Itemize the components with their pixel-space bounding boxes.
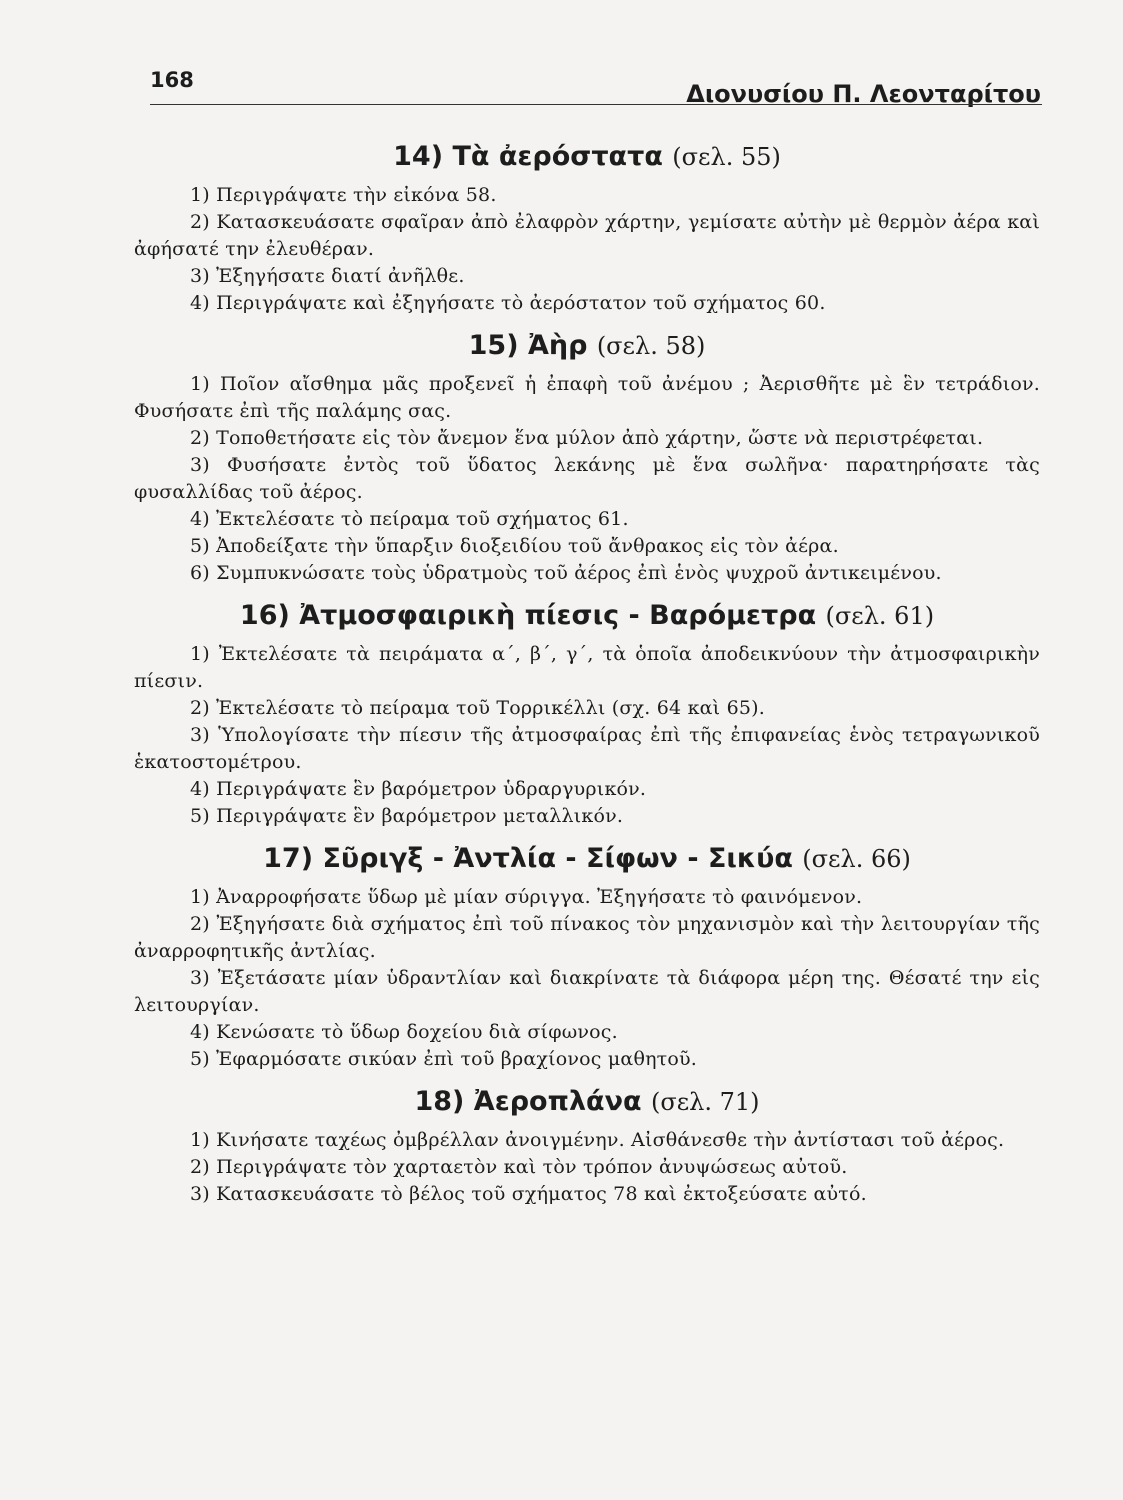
exercise-item: 3) Ἐξετάσατε μίαν ὑδραντλίαν καὶ διακρίνατε τὰ διάφορα μέρη της. Θέσατέ την εἰς λειτουργίαν. — [134, 967, 1040, 1016]
section-name: Ἀεροπλάνα — [473, 1086, 642, 1117]
section-number: 16) — [239, 600, 290, 631]
section-title — [134, 140, 1040, 174]
section-name: Σῦριγξ - Ἀντλία - Σίφων - Σικύα — [322, 843, 793, 874]
page-number: 168 — [150, 68, 194, 92]
section-title — [134, 329, 1040, 363]
section-number: 18) — [414, 1086, 465, 1117]
exercise-item: 5) Περιγράψατε ἓν βαρόμετρον μεταλλικόν. — [190, 805, 624, 827]
section-name: Ἀὴρ — [527, 330, 588, 361]
exercise-item: 2) Τοποθετήσατε εἰς τὸν ἄνεμον ἕνα μύλον ἀπὸ χάρτην, ὥστε νὰ περιστρέφεται. — [190, 427, 984, 449]
section-title — [134, 842, 1040, 876]
exercise-item: 1) Περιγράψατε τὴν εἰκόνα 58. — [190, 184, 497, 206]
section-18 — [134, 1085, 1040, 1208]
exercise-item: 1) Ποῖον αἴσθημα μᾶς προξενεῖ ἡ ἐπαφὴ τοῦ ἀνέμου ; Ἀερισθῆτε μὲ ἓν τετράδιον. Φυσήσατε ἐπὶ τῆς παλάμης σας. — [134, 373, 1040, 422]
exercise-item: 5) Ἀποδείξατε τὴν ὕπαρξιν διοξειδίου τοῦ ἄνθρακος εἰς τὸν ἀέρα. — [190, 535, 839, 557]
exercise-item: 3) Φυσήσατε ἐντὸς τοῦ ὕδατος λεκάνης μὲ ἕνα σωλῆνα· παρατηρήσατε τὰς φυσαλλίδας τοῦ ἀέρος. — [134, 454, 1040, 503]
exercise-item: 3) Κατασκευάσατε τὸ βέλος τοῦ σχήματος 78 καὶ ἐκτοξεύσατε αὐτό. — [190, 1183, 867, 1205]
section-14 — [134, 140, 1040, 317]
exercise-item: 1) Ἐκτελέσατε τὰ πειράματα α΄, β΄, γ΄, τὰ ὁποῖα ἀποδεικνύουν τὴν ἀτμοσφαιρικὴν πίεσιν. — [134, 643, 1040, 692]
section-number: 15) — [468, 330, 519, 361]
exercise-item: 2) Ἐξηγήσατε διὰ σχήματος ἐπὶ τοῦ πίνακος τὸν μηχανισμὸν καὶ τὴν λειτουργίαν τῆς ἀναρροφητικῆς ἀντλίας. — [134, 913, 1040, 962]
exercise-item: 1) Ἀναρροφήσατε ὕδωρ μὲ μίαν σύριγγα. Ἐξηγήσατε τὸ φαινόμενον. — [190, 886, 863, 908]
section-16 — [134, 599, 1040, 830]
section-number: 14) — [393, 141, 444, 172]
page-reference: (σελ. 71) — [650, 1088, 760, 1116]
exercise-item: 2) Κατασκευάσατε σφαῖραν ἀπὸ ἐλαφρὸν χάρτην, γεμίσατε αὐτὴν μὲ θερμὸν ἀέρα καὶ ἀφήσατέ την ἐλευθέραν. — [134, 211, 1040, 260]
page-reference: (σελ. 66) — [802, 845, 911, 873]
exercise-item: 4) Ἐκτελέσατε τὸ πείραμα τοῦ σχήματος 61. — [190, 508, 629, 530]
header-rule — [150, 104, 1042, 105]
page-reference: (σελ. 61) — [825, 602, 935, 630]
exercise-item: 4) Κενώσατε τὸ ὕδωρ δοχείου διὰ σίφωνος. — [190, 1021, 618, 1043]
section-number: 17) — [263, 843, 314, 874]
exercise-item: 4) Περιγράψατε ἓν βαρόμετρον ὑδραργυρικόν. — [190, 778, 647, 800]
section-title — [134, 599, 1040, 633]
section-15 — [134, 329, 1040, 587]
running-head: Διονυσίου Π. Λεονταρίτου — [686, 80, 1041, 108]
exercise-item: 3) Ὑπολογίσατε τὴν πίεσιν τῆς ἀτμοσφαίρας ἐπὶ τῆς ἐπιφανείας ἑνὸς τετραγωνικοῦ ἑκατοστομέτρου. — [134, 724, 1040, 773]
page-reference: (σελ. 55) — [672, 143, 781, 171]
exercise-item: 2) Περιγράψατε τὸν χαρταετὸν καὶ τὸν τρόπον ἀνυψώσεως αὐτοῦ. — [190, 1156, 848, 1178]
exercise-item: 5) Ἐφαρμόσατε σικύαν ἐπὶ τοῦ βραχίονος μαθητοῦ. — [190, 1048, 698, 1070]
exercise-item: 2) Ἐκτελέσατε τὸ πείραμα τοῦ Τορρικέλλι (σχ. 64 καὶ 65). — [190, 697, 765, 719]
page-reference: (σελ. 58) — [596, 332, 706, 360]
page-content — [134, 140, 1040, 1220]
exercise-item: 6) Συμπυκνώσατε τοὺς ὑδρατμοὺς τοῦ ἀέρος ἐπὶ ἑνὸς ψυχροῦ ἀντικειμένου. — [190, 562, 942, 584]
exercise-item: 1) Κινήσατε ταχέως ὀμβρέλλαν ἀνοιγμένην. Αἰσθάνεσθε τὴν ἀντίστασι τοῦ ἀέρος. — [190, 1129, 1005, 1151]
exercise-item: 3) Ἐξηγήσατε διατί ἀνῆλθε. — [190, 265, 465, 287]
section-name: Τὰ ἀερόστατα — [452, 141, 663, 172]
section-name: Ἀτμοσφαιρικὴ πίεσις - Βαρόμετρα — [299, 600, 817, 631]
section-title — [134, 1085, 1040, 1119]
exercise-item: 4) Περιγράψατε καὶ ἐξηγήσατε τὸ ἀερόστατον τοῦ σχήματος 60. — [190, 292, 826, 314]
section-17 — [134, 842, 1040, 1073]
